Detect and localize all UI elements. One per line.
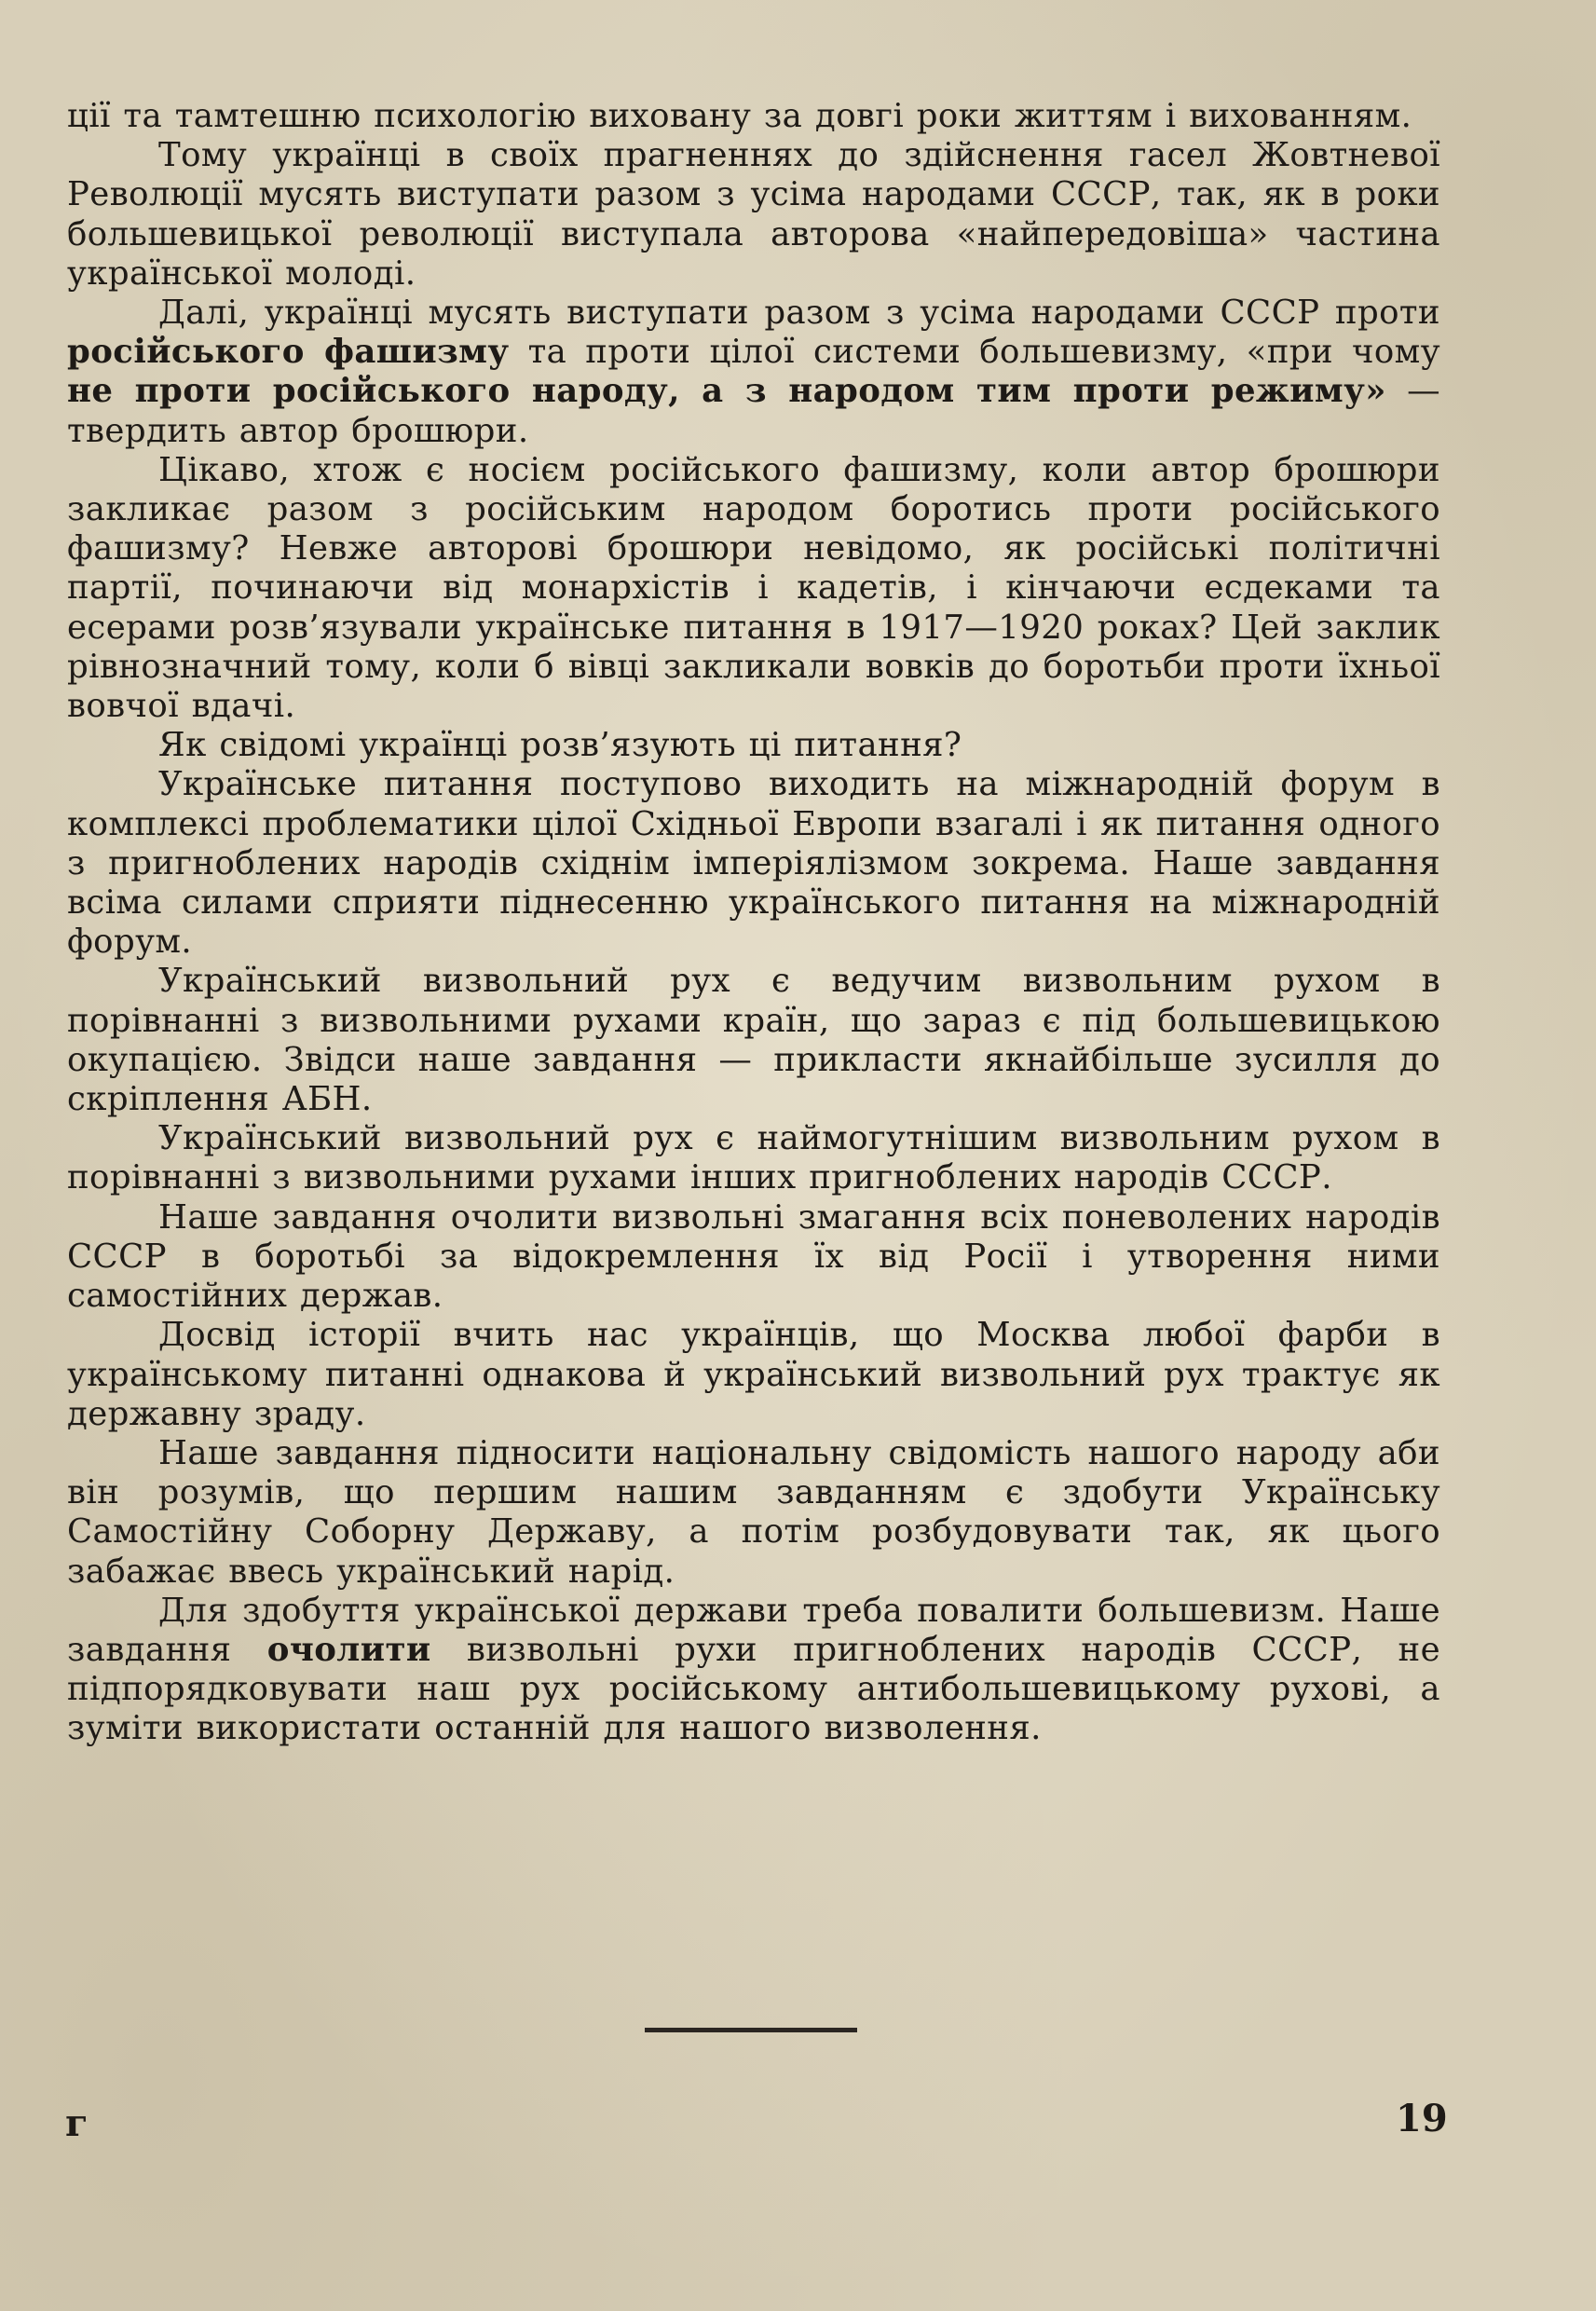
text-run: Далі, українці мусять виступати разом з усіма народами СССР проти bbox=[158, 294, 1440, 333]
text-run: Для здобуття української держави треба повалити большевизм. Наше завдання bbox=[67, 1591, 1440, 1669]
text-run: ції та тамтешню психологію виховану за довгі роки життям і вихованням. bbox=[67, 97, 1412, 135]
text-run: Українське питання поступово виходить на міжнародній форум в комплексі проблематики цілої Східньої Европи взагалі і як питання одного з пригноблених народів східнім імперіялізмом зокрема. Наше завдання всіма силами сприяти піднесенню українського питання на міжнародній форум. bbox=[67, 765, 1440, 962]
paragraph bbox=[67, 451, 1440, 726]
paragraph bbox=[67, 726, 1440, 765]
text-run: Наше завдання підносити національну свідомість нашого народу аби він розумів, що першим нашим завданням є здобути Українську Самостійну Соборну Державу, а потім розбудовувати так, як цього забажає ввесь український нарід. bbox=[67, 1433, 1440, 1591]
text-run: — твердить автор брошюри. bbox=[67, 372, 1440, 450]
paragraph bbox=[67, 1119, 1440, 1197]
text-run: Наше завдання очолити визвольні змагання всіх поневолених народів СССР в боротьбі за відокремлення їх від Росії і утворення ними самостійних держав. bbox=[67, 1197, 1440, 1316]
paragraph bbox=[67, 765, 1440, 962]
text-run: Як свідомі українці розв’язують ці питання? bbox=[158, 726, 962, 765]
bold-text: російського фашизму bbox=[67, 333, 510, 372]
text-run: визвольні рухи пригноблених народів СССР, не підпорядковувати наш рух російському антибольшевицькому рухові, а зуміти використати останній для нашого визволення. bbox=[67, 1630, 1440, 1748]
signature-mark: г bbox=[65, 2101, 89, 2145]
paragraph bbox=[67, 1198, 1440, 1317]
paragraph bbox=[67, 294, 1440, 451]
body-text bbox=[67, 97, 1440, 1749]
text-run: Цікаво, хтож є носієм російського фашизму, коли автор брошюри закликає разом з російським народом боротись проти російського фашизму? Невже авторові брошюри невідомо, як російські політичні партії, починаючи від монархістів і кадетів, і кінчаючи есдеками та есерами розв’язували українське питання в 1917—1920 роках? Цей заклик рівнозначний тому, коли б вівці закликали вовків до боротьби проти їхньої вовчої вдачі. bbox=[67, 450, 1440, 726]
text-run: Тому українці в своїх прагненнях до здійснення гасел Жовтневої Революції мусять виступати разом з усіма народами СССР, так, як в роки большевицької революції виступала авторова «найпередовіша» частина української молоді. bbox=[67, 136, 1440, 293]
section-divider-rule bbox=[645, 2028, 857, 2032]
paragraph bbox=[67, 1434, 1440, 1592]
text-run: Український визвольний рух є ведучим визвольним рухом в порівнанні з визвольними рухами країн, що зараз є під большевицькою окупацією. Звідси наше завдання — прикласти якнайбільше зусилля до скріплення АБН. bbox=[67, 962, 1440, 1119]
text-run: Український визвольний рух є наймогутнішим визвольним рухом в порівнанні з визвольними рухами інших пригноблених народів СССР. bbox=[67, 1119, 1440, 1197]
paragraph bbox=[67, 962, 1440, 1119]
paragraph bbox=[67, 136, 1440, 294]
page-number: 19 bbox=[1396, 2097, 1448, 2140]
bold-text: не проти російського народу, а з народом тим проти режиму» bbox=[67, 372, 1386, 411]
text-run: Досвід історії вчить нас українців, що Москва любої фарби в українському питанні однакова й український визвольний рух трактує як державну зраду. bbox=[67, 1316, 1440, 1433]
bold-text: очолити bbox=[266, 1630, 431, 1669]
paragraph bbox=[67, 1592, 1440, 1749]
paragraph bbox=[67, 1316, 1440, 1434]
paragraph bbox=[67, 97, 1440, 136]
text-run: та проти цілої системи большевизму, «при чому bbox=[509, 333, 1440, 372]
